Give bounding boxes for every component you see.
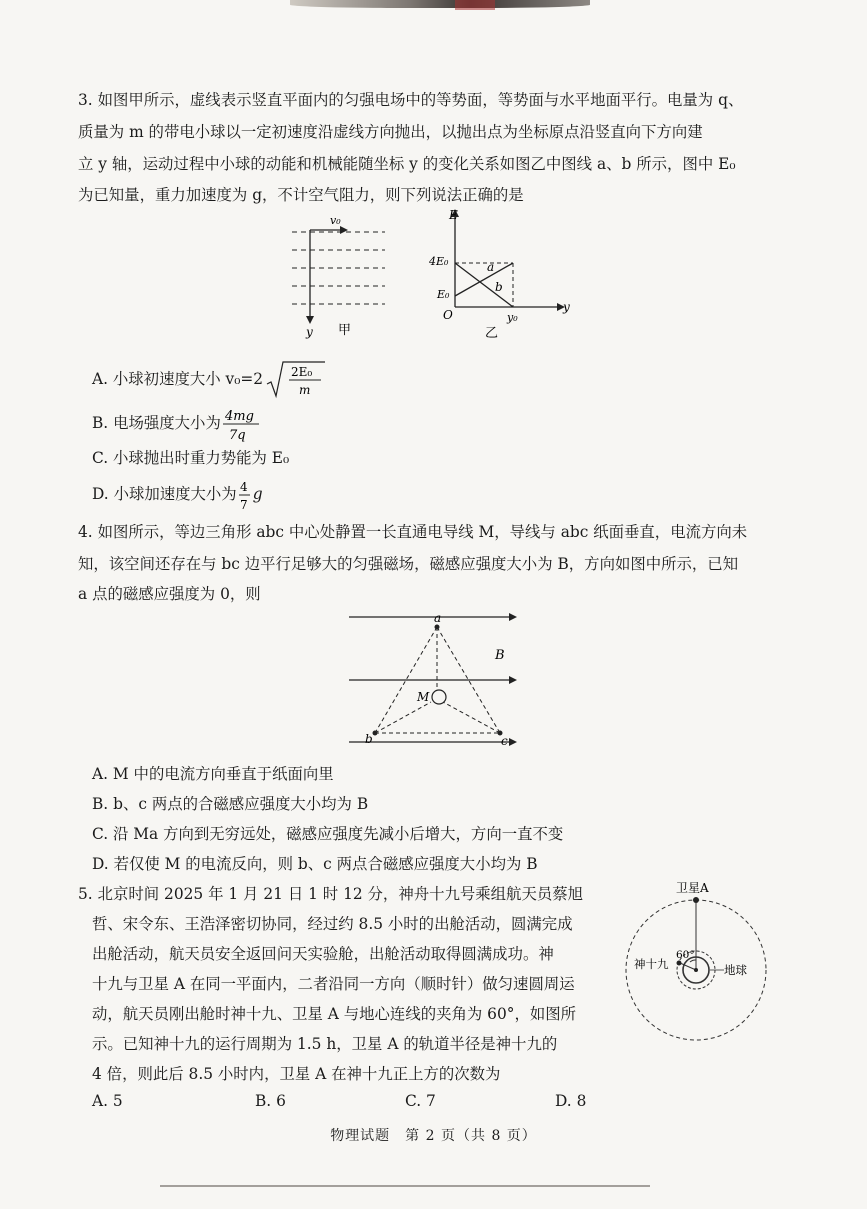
q4-line-1: 4. 如图所示，等边三角形 abc 中心处静置一长直通电导线 M，导线与 abc 纸面垂直，电流方向未 — [78, 523, 748, 541]
q3-option-d-text: D. 小球加速度大小为 — [92, 485, 237, 503]
q3-line-1: 3. 如图甲所示，虚线表示竖直平面内的匀强电场中的等势面，等势面与水平地面平行。电量为 q、 — [78, 91, 744, 109]
q3-d-den: 7 — [239, 498, 248, 512]
q5-line-3: 出舱活动，航天员安全返回问天实验舱，出舱活动取得圆满成功。神 — [92, 945, 554, 963]
q3-yi-e0-label: E₀ — [437, 288, 450, 301]
q3-option-d-frac — [237, 478, 253, 512]
q5-shen19-label: 神十九 — [634, 957, 669, 971]
q5-option-c: C. 7 — [405, 1092, 436, 1110]
q5-sat-a-label: 卫星A — [676, 881, 709, 895]
q3-option-a-text: A. 小球初速度大小 v₀=2 — [92, 370, 264, 388]
page-footer: 物理试题 第 2 页（共 8 页） — [330, 1128, 537, 1144]
q3-yi-y-label: y — [563, 300, 570, 314]
q3-line-4: 为已知量，重力加速度为 g，不计空气阻力，则下列说法正确的是 — [78, 186, 524, 204]
q3-option-d-g: g — [252, 485, 263, 503]
q3-option-a-sqrt — [265, 360, 327, 400]
q5-line-7: 4 倍，则此后 8.5 小时内，卫星 A 在神十九正上方的次数为 — [92, 1065, 501, 1083]
q3-a-den: m — [299, 383, 311, 397]
q3-yi-b-label: b — [495, 280, 503, 294]
scan-edge-bottom — [160, 1185, 650, 1187]
q3-line-2: 质量为 m 的带电小球以一定初速度沿虚线方向抛出，以抛出点为坐标原点沿竖直向下方向建 — [78, 123, 703, 141]
q3-yi-caption: 乙 — [485, 326, 499, 341]
q3-b-num: 4mg — [224, 409, 254, 424]
q3-figure-jia — [290, 210, 400, 340]
q3-option-b — [92, 405, 263, 443]
q5-option-b: B. 6 — [255, 1092, 286, 1110]
q4-fig-c-label: c — [501, 734, 508, 748]
q4-option-b: B. b、c 两点的合磁感应强度大小均为 B — [92, 795, 369, 813]
q3-yi-o-label: O — [443, 308, 453, 322]
q3-option-d — [92, 478, 263, 512]
q3-yi-e-label: E — [449, 208, 458, 222]
q3-figure-yi — [425, 205, 575, 345]
q5-earth-label: 地球 — [724, 963, 747, 977]
q5-option-a: A. 5 — [92, 1092, 123, 1110]
q5-option-d: D. 8 — [555, 1092, 587, 1110]
q5-line-2: 哲、宋令东、王浩泽密切协同，经过约 8.5 小时的出舱活动，圆满完成 — [92, 915, 573, 933]
q3-d-num: 4 — [239, 480, 248, 494]
q3-yi-y0-label: y₀ — [507, 311, 518, 324]
q4-option-a: A. M 中的电流方向垂直于纸面向里 — [92, 765, 334, 783]
q4-fig-m-label: M — [417, 690, 430, 704]
q5-angle-label: 60° — [676, 949, 695, 961]
q5-line-5: 动，航天员刚出舱时神十九、卫星 A 与地心连线的夹角为 60°，如图所 — [92, 1005, 577, 1023]
q5-orbit-figure — [612, 878, 782, 1053]
q3-yi-4e0-label: 4E₀ — [429, 255, 449, 268]
q3-yi-a-label: a — [487, 260, 495, 274]
q3-option-b-text: B. 电场强度大小为 — [92, 414, 221, 432]
q4-line-3: a 点的磁感应强度为 0，则 — [78, 585, 261, 603]
q3-jia-y-label: y — [306, 325, 313, 339]
q3-a-num: 2E₀ — [291, 365, 313, 379]
q4-fig-b-field-label: B — [495, 648, 505, 663]
q3-b-den: 7q — [228, 428, 246, 443]
q3-line-3: 立 y 轴，运动过程中小球的动能和机械能随坐标 y 的变化关系如图乙中图线 a、b 所示，图中 E₀ — [78, 155, 736, 173]
q3-option-a — [92, 360, 327, 400]
q5-line-6: 示。已知神十九的运行周期为 1.5 h，卫星 A 的轨道半径是神十九的 — [92, 1035, 558, 1053]
q3-jia-v0-label: v₀ — [330, 214, 341, 227]
q4-fig-b-label: b — [365, 732, 373, 746]
q4-option-d: D. 若仅使 M 的电流反向，则 b、c 两点合磁感应强度大小均为 B — [92, 855, 538, 873]
q5-line-4: 十九与卫星 A 在同一平面内，二者沿同一方向（顺时针）做匀速圆周运 — [92, 975, 575, 993]
q3-option-c: C. 小球抛出时重力势能为 E₀ — [92, 449, 290, 467]
q4-fig-a-label: a — [434, 611, 442, 625]
q4-line-2: 知，该空间还存在与 bc 边平行足够大的匀强磁场，磁感应强度大小为 B，方向如图中所示，已知 — [78, 555, 739, 573]
q3-jia-caption: 甲 — [338, 323, 352, 338]
q5-line-1: 5. 北京时间 2025 年 1 月 21 日 1 时 12 分，神舟十九号乘组航天员蔡旭 — [78, 885, 584, 903]
q4-figure — [345, 605, 530, 755]
q4-option-c: C. 沿 Ma 方向到无穷远处，磁感应强度先减小后增大，方向一直不变 — [92, 825, 564, 843]
q3-option-b-frac — [221, 405, 263, 443]
